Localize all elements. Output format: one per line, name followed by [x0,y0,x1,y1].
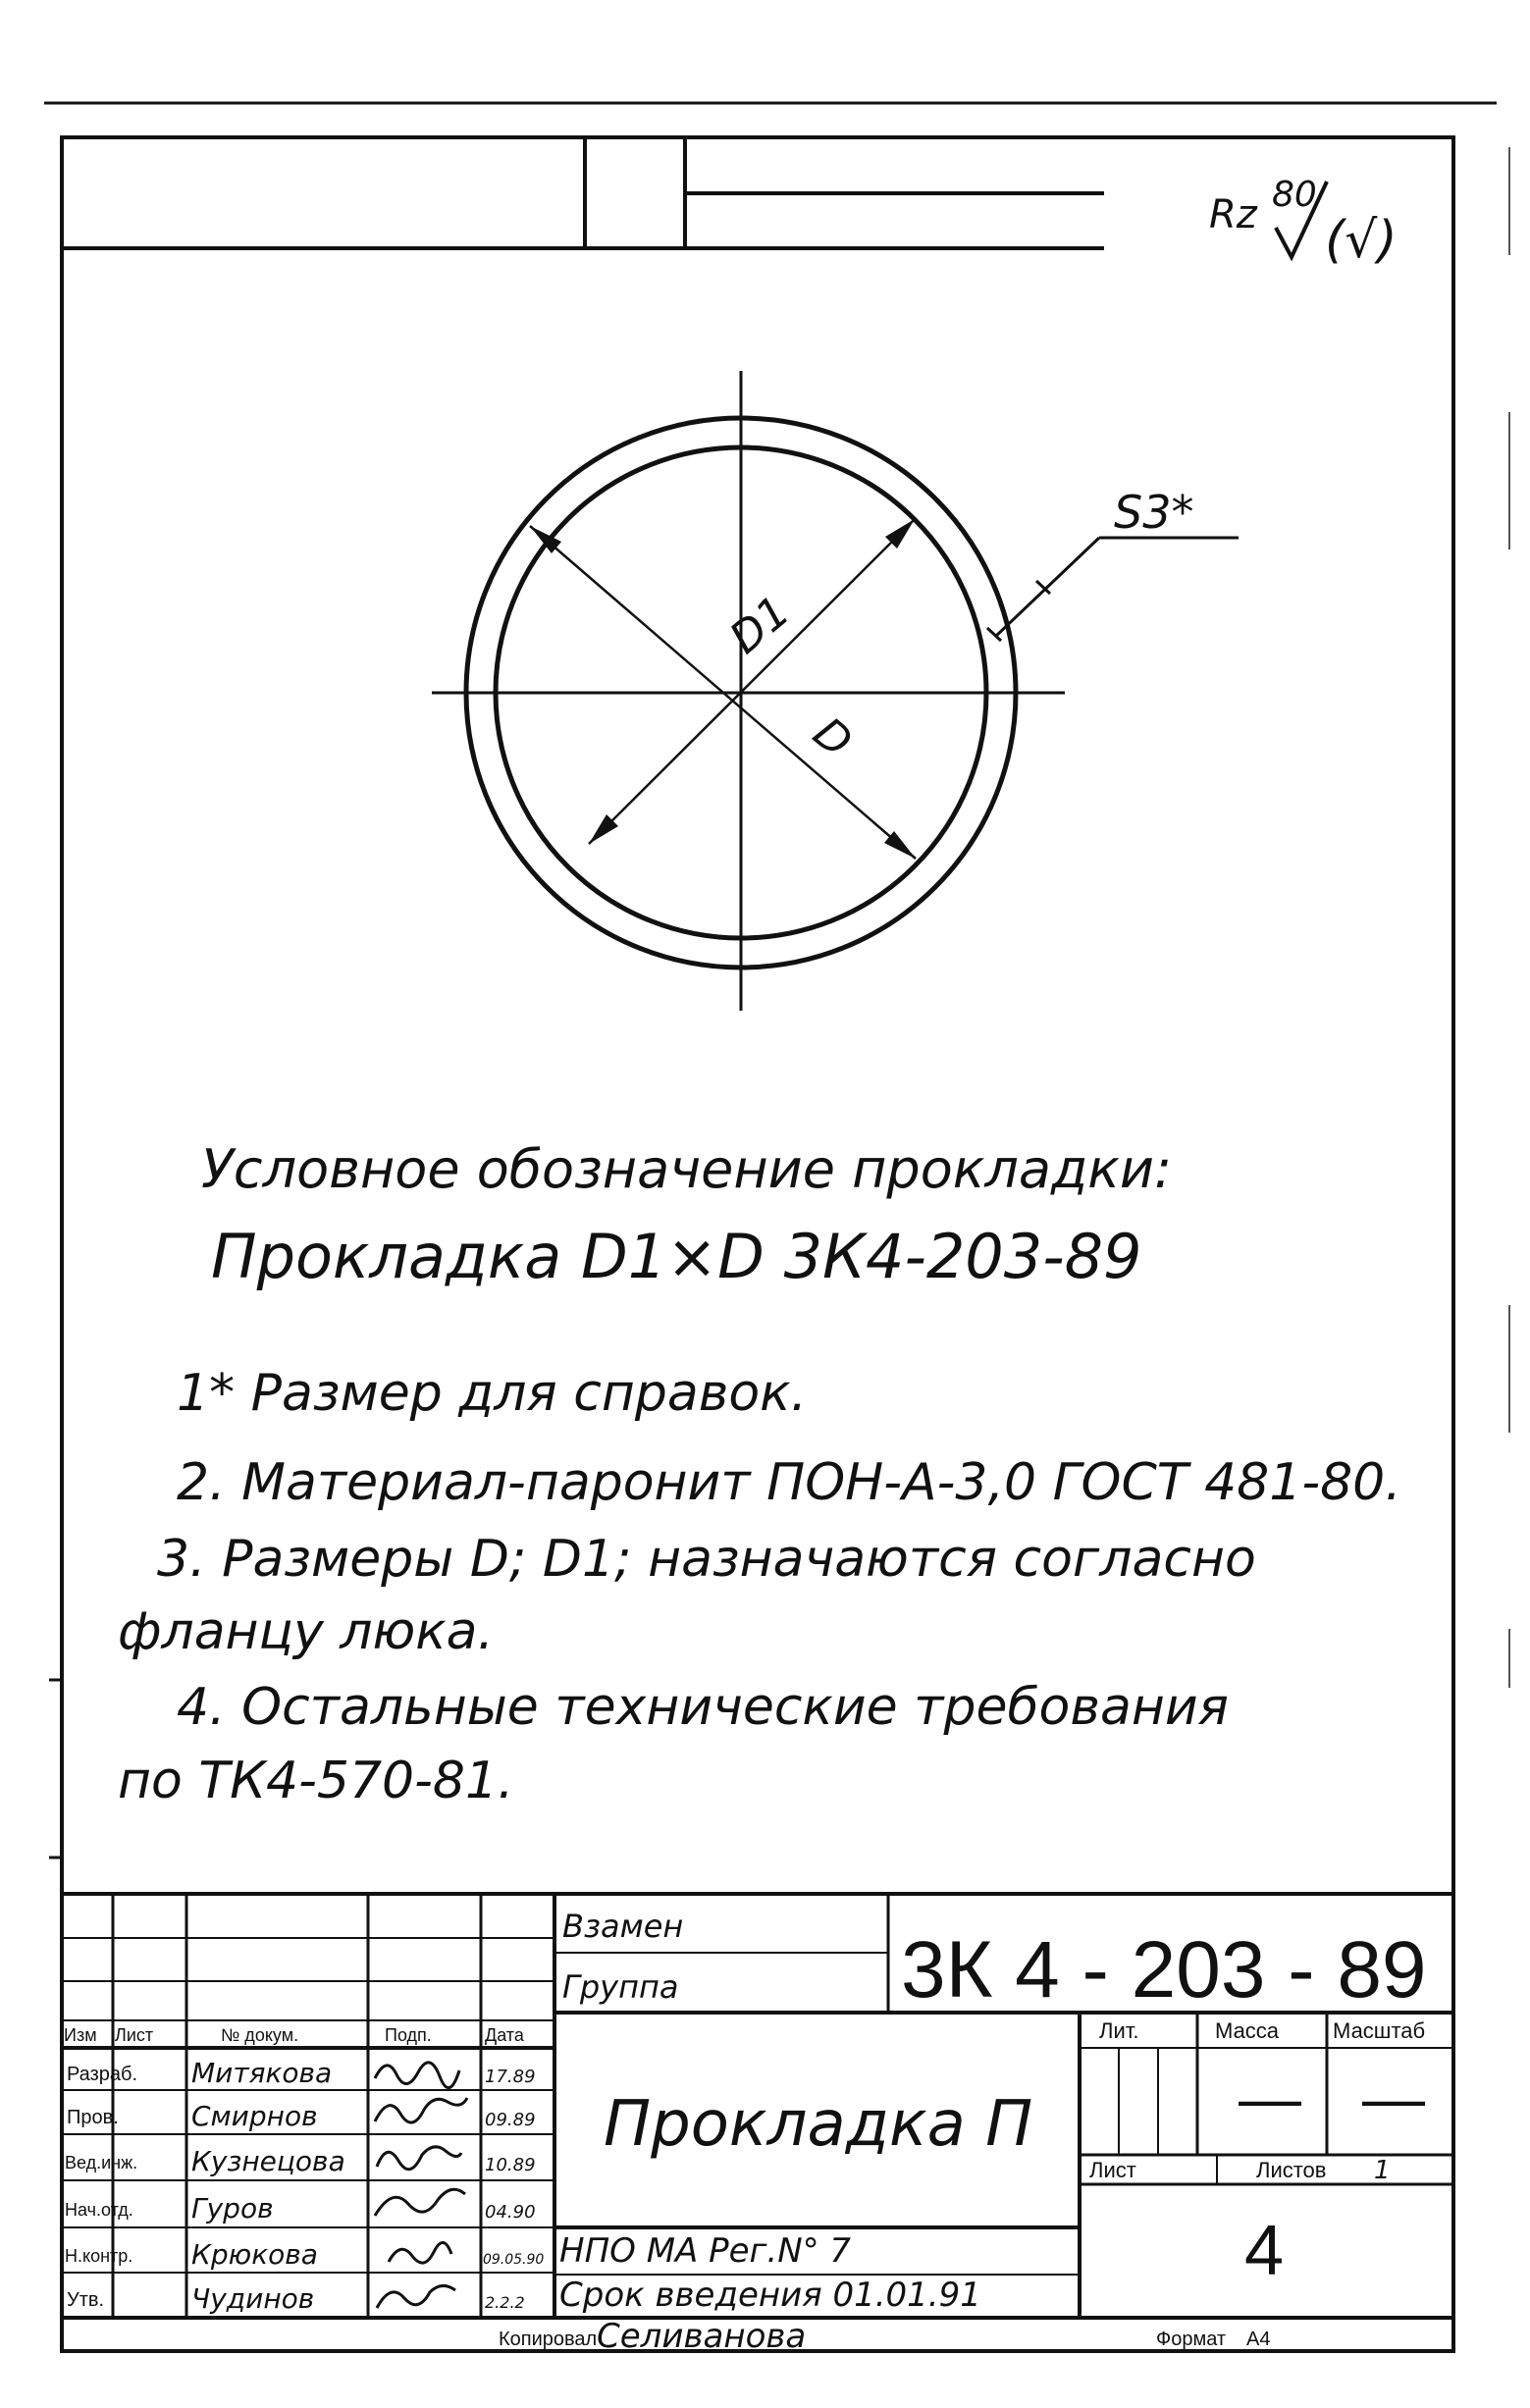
copied-label: Копировал [499,2329,598,2350]
note-3-cont: фланцу люка. [118,1602,495,1661]
org-name: НПО МА Рег.N° 7 [559,2231,852,2271]
col-header-doc: № докум. [221,2025,299,2045]
group-label: Группа [562,1968,679,2006]
title-block [62,1894,1453,2318]
replace-label: Взамен [562,1908,684,1945]
part-name: Прокладка П [604,2088,1033,2161]
roughness-label: Rz [1209,192,1257,237]
sheets-value: 1 [1374,2156,1391,2185]
designation-value: Прокладка D1×D 3К4-203-89 [211,1221,1142,1292]
roughness-note: (√) [1325,211,1398,270]
svg-text:Кузнецова: Кузнецова [191,2145,345,2177]
svg-text:Разраб.: Разраб. [67,2064,138,2085]
lit-label: Лит. [1099,2018,1139,2043]
note-1: 1* Размер для справок. [177,1364,808,1423]
top-stamp [62,137,1104,248]
roughness-value: 80 [1272,175,1317,215]
note-2: 2. Материал-паронит ПОН-А-3,0 ГОСТ 481-80. [177,1453,1401,1512]
svg-text:04.90: 04.90 [485,2202,536,2223]
svg-text:2.2.2: 2.2.2 [485,2293,525,2312]
mass-value: — [1239,2063,1301,2133]
svg-text:09.89: 09.89 [485,2110,536,2130]
designation-heading: Условное обозначение прокладки: [201,1138,1173,1200]
approval-row [65,2192,536,2225]
approval-row [65,2238,544,2271]
note-4-cont: по ТК4-570-81. [118,1752,514,1810]
svg-text:17.89: 17.89 [485,2067,536,2087]
note-3: 3. Размеры D; D1; назначаются согласно [157,1530,1256,1589]
dimension-line-d [589,519,915,844]
approval-row [67,2100,536,2132]
approval-row [67,2282,525,2315]
svg-text:Утв.: Утв. [67,2289,105,2311]
roughness-mark [1209,175,1398,270]
intro-date: Срок введения 01.01.91 [559,2276,981,2315]
svg-text:Пров.: Пров. [67,2107,119,2128]
dim-label-d: D [803,707,862,768]
format-value: А4 [1246,2329,1271,2350]
thickness-label: S3* [1114,486,1194,539]
svg-text:Вед.инж.: Вед.инж. [65,2153,138,2172]
note-4: 4. Остальные технические требования [177,1678,1229,1737]
approval-row [65,2145,536,2177]
col-header-list: Лист [115,2025,154,2045]
thickness-leader [996,538,1099,636]
approval-row [67,2057,536,2089]
svg-text:Гуров: Гуров [191,2192,274,2225]
sheets-label: Листов [1256,2158,1327,2182]
dim-label-d1: D1 [720,586,800,664]
col-header-date: Дата [485,2025,524,2045]
mass-label: Масса [1215,2018,1280,2043]
svg-text:10.89: 10.89 [485,2155,536,2175]
sheet-number: 4 [1244,2212,1285,2290]
notes [118,1364,1401,1810]
svg-text:Н.контр.: Н.контр. [65,2246,133,2266]
gasket-drawing [432,371,1239,1011]
signatures [375,2063,467,2308]
col-header-izm: Изм [64,2025,97,2045]
format-label: Формат [1156,2329,1227,2350]
svg-text:09.05.90: 09.05.90 [483,2252,545,2268]
svg-text:Чудинов: Чудинов [191,2282,315,2315]
svg-text:Нач.отд.: Нач.отд. [65,2200,133,2220]
doc-number: 3К 4 - 203 - 89 [901,1925,1427,2015]
sheet-label: Лист [1089,2158,1136,2182]
svg-text:Смирнов: Смирнов [191,2100,318,2132]
svg-text:Митякова: Митякова [191,2057,333,2089]
scale-label: Масштаб [1333,2018,1426,2043]
scale-value: — [1362,2063,1425,2133]
svg-text:Крюкова: Крюкова [191,2238,318,2271]
copied-name: Селиванова [597,2317,807,2356]
col-header-sign: Подп. [385,2025,432,2045]
